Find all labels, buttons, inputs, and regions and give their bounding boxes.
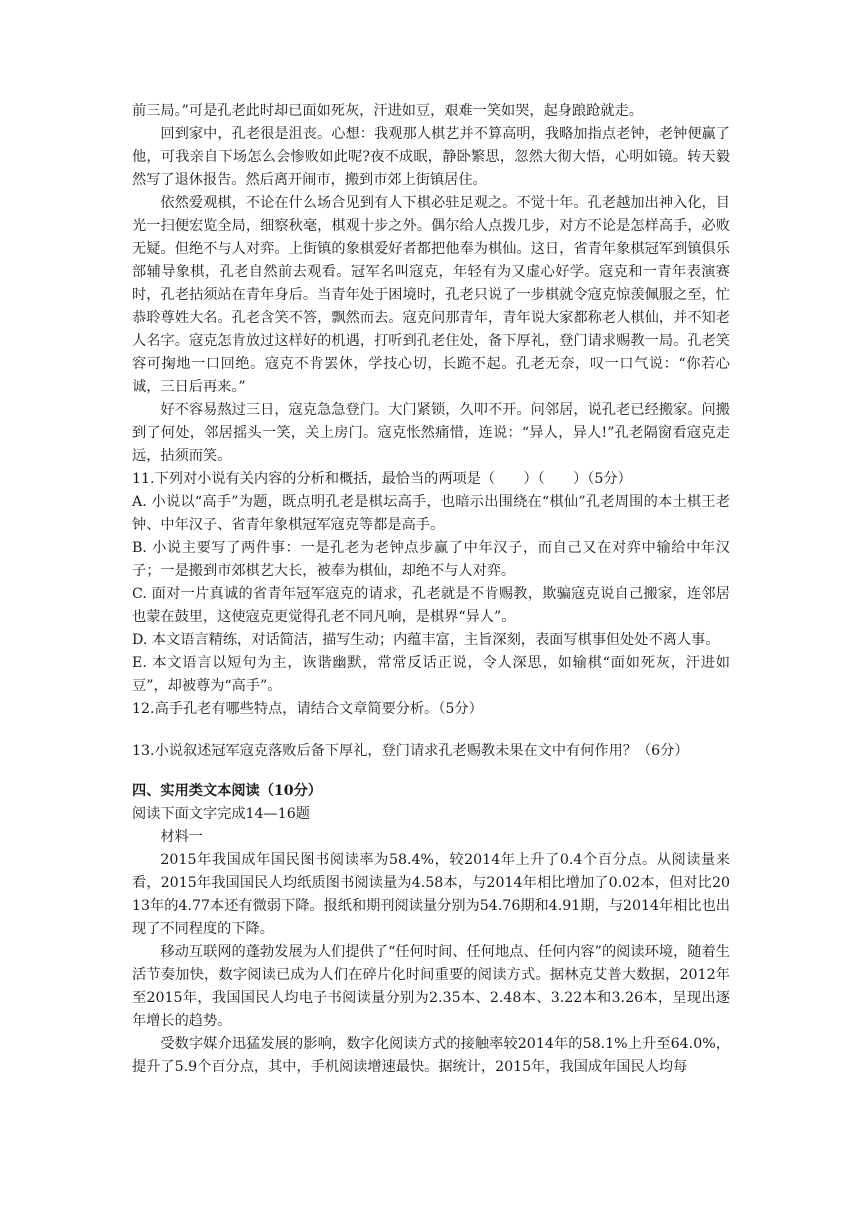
question-11-stem: 11.下列对小说有关内容的分析和概括，最恰当的两项是（ ）（ ）（5分） <box>132 471 632 487</box>
material-1-paragraph-2: 受数字媒介迅猛发展的影响，数字化阅读方式的接触率较2014年的58.1%上升至64.0%，提升了5.9个百分点，其中，手机阅读增速最快。据统计，2015年，我国成年国民人均每 <box>132 1036 730 1075</box>
question-11-option-e: E. 本文语言以短句为主，诙谐幽默，常常反话正说，令人深思，如输棋“面如死灰，汗进如豆”，却被尊为“高手”。 <box>132 655 730 694</box>
question-11-option-a: A. 小说以“高手”为题，既点明孔老是棋坛高手，也暗示出围绕在“棋仙”孔老周围的本土棋王老钟、中年汉子、省青年象棋冠军寇克等都是高手。 <box>132 494 730 533</box>
material-1-paragraph-0: 2015年我国成年国民图书阅读率为58.4%，较2014年上升了0.4个百分点。从阅读量来看，2015年我国国民人均纸质图书阅读量为4.58本，与2014年相比增加了0.02本，但对比2013年的4.77本还有微弱下降。报纸和期刊阅读量分别为54.76期和4.91期，与2014年相比也出现了不同程度的下降。 <box>132 852 730 937</box>
question-11-option-c: C. 面对一片真诚的省青年冠军寇克的请求，孔老就是不肯赐教，欺骗寇克说自己搬家，连邻居也蒙在鼓里，这使寇克更觉得孔老不同凡响，是棋界“异人”。 <box>132 586 730 625</box>
section-4-instruction: 阅读下面文字完成14—16题 <box>132 806 310 822</box>
section-4-title: 四、实用类文本阅读（10分） <box>132 783 322 799</box>
material-1-paragraph-1: 移动互联网的蓬勃发展为人们提供了“任何时间、任何地点、任何内容”的阅读环境，随着生活节奏加快，数字阅读已成为人们在碎片化时间重要的阅读方式。据林克艾普大数据，2012年至2015年，我国国民人均电子书阅读量分别为2.35本、2.48本、3.22本和3.26本，呈现出逐年增长的趋势。 <box>132 944 730 1029</box>
story-paragraph-1: 回到家中，孔老很是沮丧。心想：我观那人棋艺并不算高明，我略加指点老钟，老钟便赢了他，可我亲自下场怎么会惨败如此呢?夜不成眠，静卧繁思，忽然大彻大悟，心明如镜。转天毅然写了退休报告。然后离开闹市，搬到市郊上街镇居住。 <box>132 126 730 188</box>
question-11-option-d: D. 本文语言精练，对话简洁，描写生动；内蕴丰富，主旨深刻，表面写棋事但处处不离人事。 <box>132 632 720 648</box>
material-1-label: 材料一 <box>160 829 203 845</box>
question-11-option-b: B. 小说主要写了两件事：一是孔老为老钟点步赢了中年汉子，而自己又在对弈中输给中年汉子；一是搬到市郊棋艺大长，被奉为棋仙，却绝不与人对弈。 <box>132 540 730 579</box>
question-12: 12.高手孔老有哪些特点，请结合文章简要分析。（5分） <box>132 701 483 717</box>
story-paragraph-2: 依然爱观棋，不论在什么场合见到有人下棋必驻足观之。不觉十年。孔老越加出神入化，目光一扫便宏览全局，细察秋毫，棋观十步之外。偶尔给人点拨几步，对方不论是怎样高手，必败无疑。但绝不与人对弈。上街镇的象棋爱好者都把他奉为棋仙。这日，省青年象棋冠军到镇俱乐部辅导象棋，孔老自然前去观看。冠军名叫寇克，年轻有为又虚心好学。寇克和一青年表演赛时，孔老拈须站在青年身后。当青年处于困境时，孔老只说了一步棋就令寇克惊羡佩服之至，忙恭聆尊姓大名。孔老含笑不答，飘然而去。寇克问那青年，青年说大家都称老人棋仙，并不知老人名字。寇克怎肯放过这样好的机遇，打听到孔老住处，备下厚礼，登门请求赐教一局。孔老笑容可掬地一口回绝。寇克不肯罢休，学技心切，长跪不起。孔老无奈，叹一口气说：“你若心诚，三日后再来。” <box>132 195 730 395</box>
question-13: 13.小说叙述冠军寇克落败后备下厚礼，登门请求孔老赐教未果在文中有何作用？（6分） <box>132 743 689 759</box>
story-paragraph-0: 前三局。”可是孔老此时却已面如死灰，汗进如豆，艰难一笑如哭，起身踉跄就走。 <box>132 103 643 119</box>
document-page <box>132 100 730 1079</box>
story-paragraph-3: 好不容易熬过三日，寇克急急登门。大门紧锁，久叩不开。问邻居，说孔老已经搬家。问搬到了何处，邻居摇头一笑，关上房门。寇克怅然痛惜，连说：“异人，异人!”孔老隔窗看寇克走远，拈须而笑。 <box>132 402 730 464</box>
